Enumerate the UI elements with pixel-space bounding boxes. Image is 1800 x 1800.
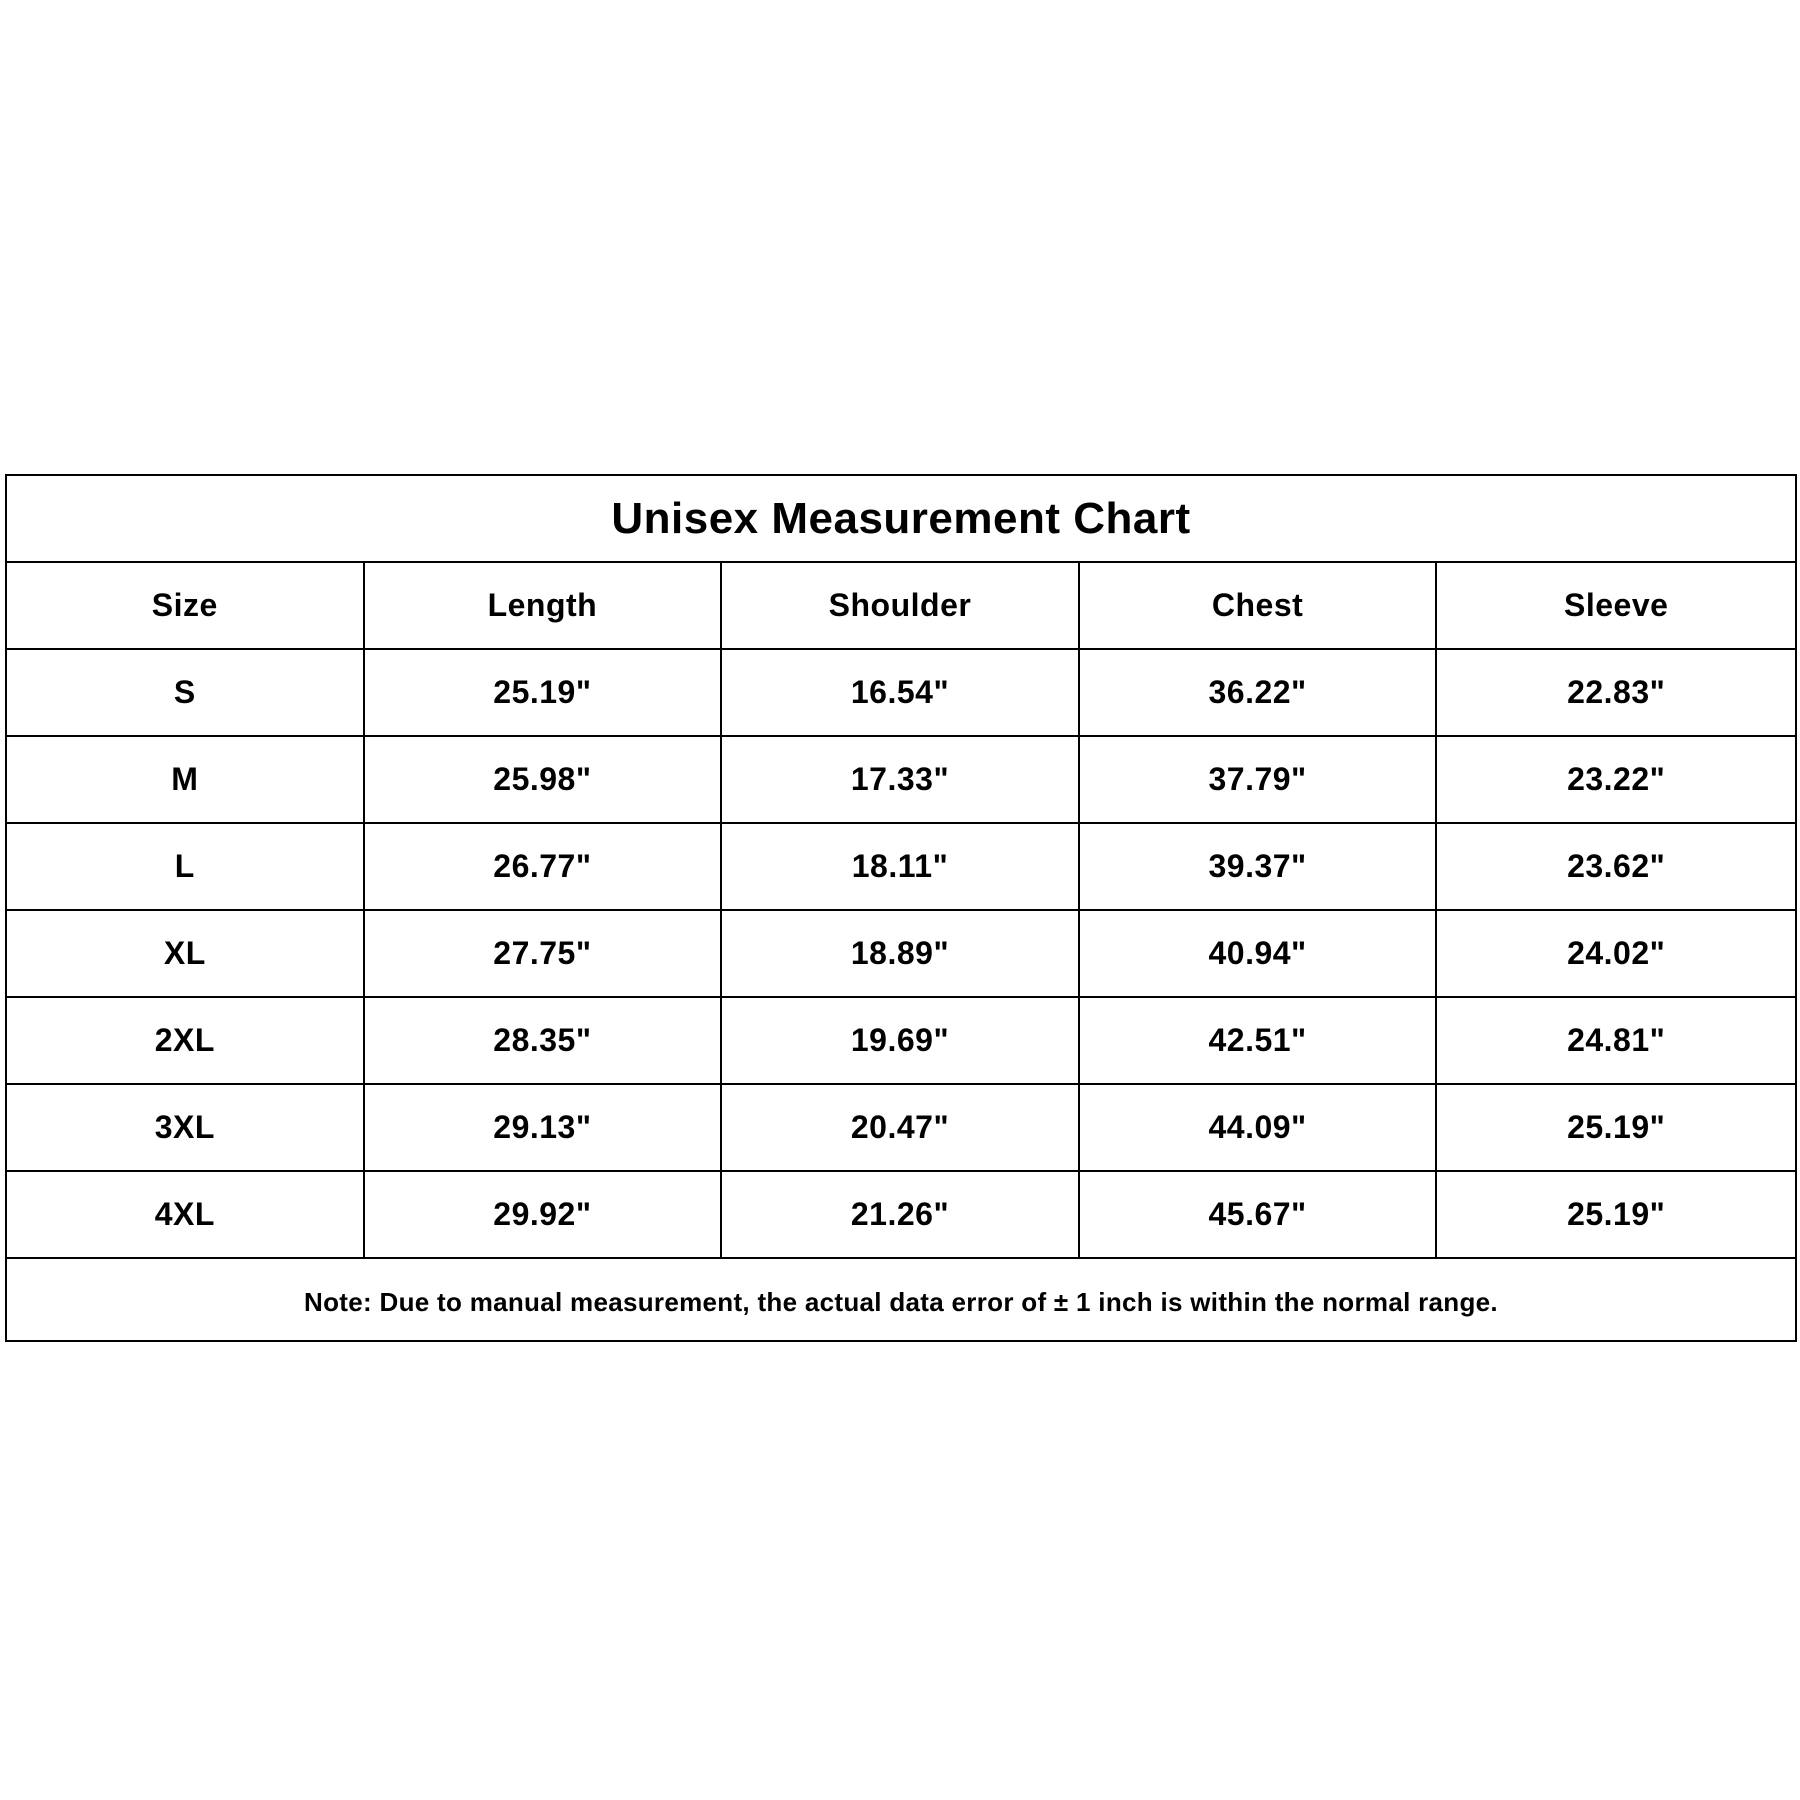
header-chest: Chest xyxy=(1080,563,1438,648)
table-row xyxy=(7,824,1795,911)
size-cell: XL xyxy=(7,911,365,996)
length-cell: 25.19" xyxy=(365,650,723,735)
chest-cell: 42.51" xyxy=(1080,998,1438,1083)
size-cell: 2XL xyxy=(7,998,365,1083)
sleeve-cell: 23.22" xyxy=(1567,761,1666,797)
chest-cell: 39.37" xyxy=(1080,824,1438,909)
shoulder-cell: 18.89" xyxy=(722,911,1080,996)
size-cell: 4XL xyxy=(7,1172,365,1257)
table-row xyxy=(7,911,1795,998)
sleeve-cell: 22.83" xyxy=(1567,674,1666,710)
sleeve-cell: 24.02" xyxy=(1567,935,1666,971)
header-row xyxy=(7,563,1795,650)
header-sleeve: Sleeve xyxy=(1563,587,1669,623)
length-cell: 29.13" xyxy=(365,1085,723,1170)
chest-cell: 40.94" xyxy=(1080,911,1438,996)
header-shoulder: Shoulder xyxy=(722,563,1080,648)
table-row xyxy=(7,998,1795,1085)
shoulder-cell: 18.11" xyxy=(722,824,1080,909)
chest-cell: 36.22" xyxy=(1080,650,1438,735)
length-cell: 27.75" xyxy=(365,911,723,996)
shoulder-cell: 19.69" xyxy=(722,998,1080,1083)
chart-title: Unisex Measurement Chart xyxy=(7,476,1795,563)
measurement-note: Note: Due to manual measurement, the actual data error of ± 1 inch is within the normal range. xyxy=(304,1286,1498,1317)
chest-cell: 45.67" xyxy=(1080,1172,1438,1257)
sleeve-cell: 24.81" xyxy=(1567,1022,1666,1058)
size-cell: M xyxy=(7,737,365,822)
length-cell: 25.98" xyxy=(365,737,723,822)
shoulder-cell: 20.47" xyxy=(722,1085,1080,1170)
header-length: Length xyxy=(365,563,723,648)
size-cell: L xyxy=(7,824,365,909)
sleeve-cell: 25.19" xyxy=(1567,1109,1666,1145)
header-size: Size xyxy=(7,563,365,648)
length-cell: 29.92" xyxy=(365,1172,723,1257)
size-cell: S xyxy=(7,650,365,735)
size-cell: 3XL xyxy=(7,1085,365,1170)
sleeve-cell: 23.62" xyxy=(1567,848,1666,884)
length-cell: 28.35" xyxy=(365,998,723,1083)
measurement-chart xyxy=(5,474,1797,1342)
table-row xyxy=(7,737,1795,824)
length-cell: 26.77" xyxy=(365,824,723,909)
shoulder-cell: 16.54" xyxy=(722,650,1080,735)
chest-cell: 37.79" xyxy=(1080,737,1438,822)
shoulder-cell: 21.26" xyxy=(722,1172,1080,1257)
shoulder-cell: 17.33" xyxy=(722,737,1080,822)
chest-cell: 44.09" xyxy=(1080,1085,1438,1170)
table-row xyxy=(7,1172,1795,1259)
table-row xyxy=(7,1085,1795,1172)
sleeve-cell: 25.19" xyxy=(1567,1196,1666,1232)
table-row xyxy=(7,650,1795,737)
